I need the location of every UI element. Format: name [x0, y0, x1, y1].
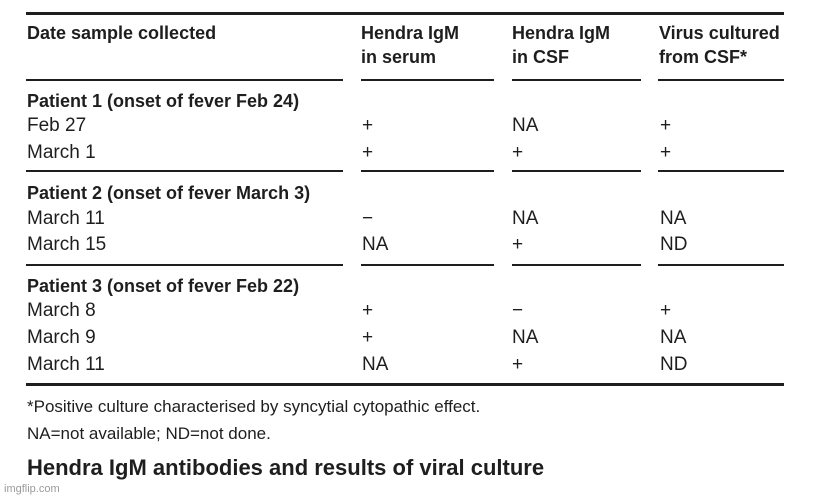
table-row-csf: NA — [512, 115, 539, 136]
table-row-culture: ND — [660, 354, 688, 375]
table-row-csf: + — [512, 234, 524, 255]
table-row-serum: NA — [362, 234, 389, 255]
table-row-date: March 1 — [27, 142, 96, 163]
group-rule-1-col2 — [361, 170, 494, 172]
table-row-serum: + — [362, 300, 374, 321]
table-row-csf: − — [512, 300, 524, 321]
table-row-date: March 9 — [27, 327, 96, 348]
group-title-patient-1: Patient 1 (onset of fever Feb 24) — [27, 91, 300, 111]
table-row-serum: NA — [362, 354, 389, 375]
group-rule-1-col3 — [512, 170, 641, 172]
table-row-date: March 15 — [27, 234, 107, 255]
group-rule-2-col2 — [361, 264, 494, 266]
table-caption: Hendra IgM antibodies and results of viral culture — [27, 455, 545, 480]
table-top-rule — [26, 12, 784, 15]
table-row-serum: + — [362, 327, 374, 348]
table-row-date: March 8 — [27, 300, 96, 321]
header-rule-col4 — [658, 79, 784, 81]
group-title-patient-3: Patient 3 (onset of fever Feb 22) — [27, 276, 300, 296]
table-row-date: March 11 — [27, 354, 105, 375]
group-rule-2-col3 — [512, 264, 641, 266]
table-row-culture: + — [660, 115, 672, 136]
table-row-csf: NA — [512, 327, 539, 348]
table-row-culture: NA — [660, 208, 687, 229]
group-rule-2-col4 — [658, 264, 784, 266]
table-row-culture: ND — [660, 234, 688, 255]
table-row-date: Feb 27 — [27, 115, 87, 136]
group-rule-1-col1 — [26, 170, 343, 172]
column-header-csf: Hendra IgM in CSF — [512, 23, 611, 67]
table-row-culture: NA — [660, 327, 687, 348]
column-header-culture: Virus cultured from CSF* — [659, 23, 780, 67]
header-rule-col3 — [512, 79, 641, 81]
column-header-serum: Hendra IgM in serum — [361, 23, 460, 67]
table-row-serum: + — [362, 115, 374, 136]
group-rule-2-col1 — [26, 264, 343, 266]
group-rule-1-col4 — [658, 170, 784, 172]
column-header-date: Date sample collected — [27, 23, 217, 43]
watermark: imgflip.com — [4, 483, 60, 495]
footnote-abbreviations: NA=not available; ND=not done. — [27, 424, 271, 443]
header-rule-col2 — [361, 79, 494, 81]
table-row-serum: − — [362, 208, 374, 229]
group-title-patient-2: Patient 2 (onset of fever March 3) — [27, 183, 311, 203]
table-row-serum: + — [362, 142, 374, 163]
table-row-csf: NA — [512, 208, 539, 229]
header-rule-col1 — [26, 79, 343, 81]
table-row-csf: + — [512, 142, 524, 163]
table-row-culture: + — [660, 142, 672, 163]
table-bottom-rule — [26, 383, 784, 386]
table-row-culture: + — [660, 300, 672, 321]
table-row-csf: + — [512, 354, 524, 375]
footnote-culture: *Positive culture characterised by syncytial cytopathic effect. — [27, 397, 481, 416]
table-row-date: March 11 — [27, 208, 105, 229]
